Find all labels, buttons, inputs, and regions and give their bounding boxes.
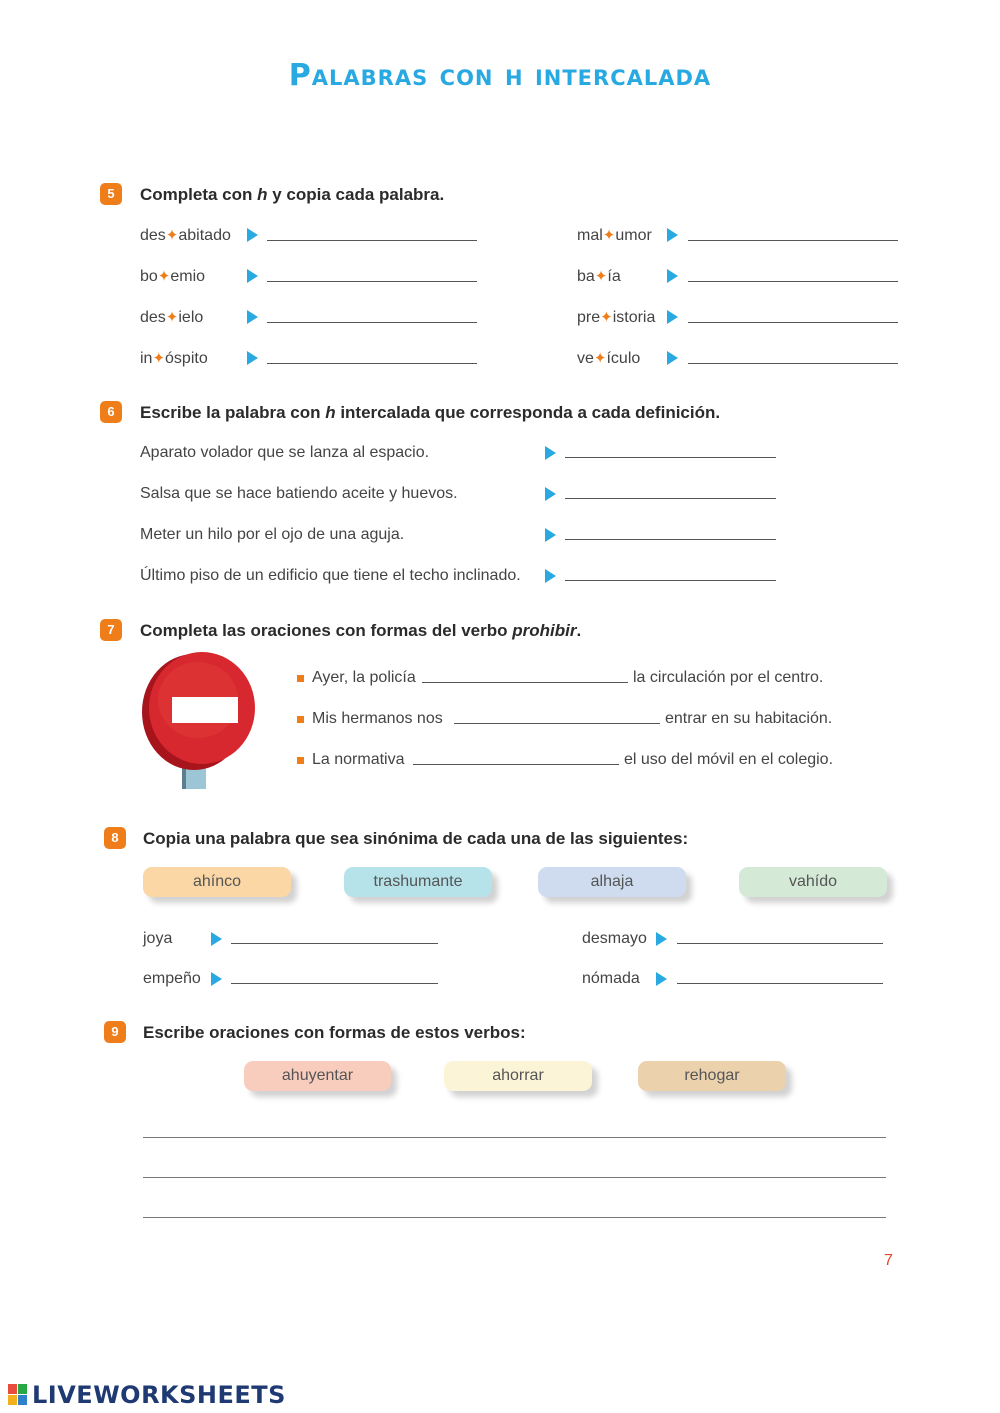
- bullet-icon: [297, 716, 304, 723]
- arrow-icon: [656, 932, 667, 946]
- arrow-icon: [247, 310, 258, 324]
- no-entry-sign-icon: [138, 650, 262, 792]
- ex5-answer-line-5[interactable]: [688, 240, 898, 241]
- ex9-verb-pill-1: ahuyentar: [244, 1061, 391, 1091]
- exercise-6-heading: [140, 403, 720, 423]
- ex7-sentence-1-after: la circulación por el centro.: [633, 669, 824, 686]
- arrow-icon: [667, 228, 678, 242]
- ex7-sentence-3-after: el uso del móvil en el colegio.: [624, 751, 834, 768]
- ex5-answer-line-7[interactable]: [688, 322, 898, 323]
- ex5-word-4: in✦óspito: [140, 350, 208, 367]
- ex9-writing-line-1[interactable]: [143, 1137, 886, 1138]
- footer-brand[interactable]: LIVEWORKSHEETS: [32, 1381, 286, 1409]
- exercise-9-badge: 9: [104, 1021, 126, 1043]
- ex8-synonym-word-1: joya: [143, 930, 173, 947]
- exercise-8-badge: 8: [104, 827, 126, 849]
- exercise-5-badge: 5: [100, 183, 122, 205]
- ex6-answer-line-3[interactable]: [565, 539, 776, 540]
- ex5-word-7: pre✦istoria: [577, 309, 656, 326]
- ex5-word-1: des✦abitado: [140, 227, 231, 244]
- ex7-answer-line-1[interactable]: [422, 682, 628, 683]
- star-icon: ✦: [157, 268, 171, 285]
- exercise-5-heading-post: y copia cada palabra.: [267, 185, 445, 204]
- ex9-writing-line-2[interactable]: [143, 1177, 886, 1178]
- ex6-definition-1: Aparato volador que se lanza al espacio.: [140, 444, 430, 461]
- ex6-answer-line-1[interactable]: [565, 457, 776, 458]
- ex7-sentence-2-after: entrar en su habitación.: [665, 710, 833, 727]
- arrow-icon: [545, 569, 556, 583]
- ex6-answer-line-2[interactable]: [565, 498, 776, 499]
- star-icon: ✦: [594, 268, 608, 285]
- ex8-answer-line-3[interactable]: [677, 943, 883, 944]
- ex9-verb-pill-3: rehogar: [638, 1061, 786, 1091]
- arrow-icon: [211, 972, 222, 986]
- ex5-word-6: ba✦ía: [577, 268, 621, 285]
- star-icon: ✦: [152, 350, 166, 367]
- liveworksheets-logo-icon: [8, 1384, 28, 1406]
- exercise-6-heading-pre: Escribe la palabra con: [140, 403, 326, 422]
- ex5-answer-line-6[interactable]: [688, 281, 898, 282]
- ex5-answer-line-4[interactable]: [267, 363, 477, 364]
- ex7-sentence-1-before: Ayer, la policía: [312, 669, 416, 686]
- exercise-7-badge: 7: [100, 619, 122, 641]
- ex8-answer-line-1[interactable]: [231, 943, 438, 944]
- arrow-icon: [667, 269, 678, 283]
- ex5-answer-line-1[interactable]: [267, 240, 477, 241]
- bullet-icon: [297, 675, 304, 682]
- arrow-icon: [545, 487, 556, 501]
- exercise-5-heading-pre: Completa con: [140, 185, 258, 204]
- ex9-writing-line-3[interactable]: [143, 1217, 886, 1218]
- star-icon: ✦: [165, 309, 179, 326]
- ex5-word-5: mal✦umor: [577, 227, 652, 244]
- ex8-answer-line-2[interactable]: [231, 983, 438, 984]
- ex8-word-pill-3: alhaja: [538, 867, 686, 897]
- ex5-word-2: bo✦emio: [140, 268, 206, 285]
- page-title: Palabras con h intercalada: [288, 58, 712, 93]
- star-icon: ✦: [593, 350, 607, 367]
- ex5-answer-line-3[interactable]: [267, 322, 477, 323]
- ex8-synonym-word-4: nómada: [582, 970, 640, 987]
- page-number: 7: [884, 1252, 893, 1269]
- arrow-icon: [247, 228, 258, 242]
- exercise-7-heading-em: prohibir: [512, 621, 577, 640]
- ex6-definition-2: Salsa que se hace batiendo aceite y huevos.: [140, 485, 458, 502]
- exercise-5-heading-em: h: [257, 185, 268, 204]
- arrow-icon: [247, 269, 258, 283]
- ex8-word-pill-1: ahínco: [143, 867, 291, 897]
- ex8-word-pill-4: vahído: [739, 867, 887, 897]
- ex8-answer-line-4[interactable]: [677, 983, 883, 984]
- exercise-6-heading-post: intercalada que corresponda a cada definición.: [335, 403, 721, 422]
- arrow-icon: [667, 310, 678, 324]
- exercise-7-heading-pre: Completa las oraciones con formas del verbo: [140, 621, 513, 640]
- ex5-answer-line-8[interactable]: [688, 363, 898, 364]
- ex9-verb-pill-2: ahorrar: [444, 1061, 592, 1091]
- exercise-5-heading: [140, 185, 444, 205]
- ex7-answer-line-3[interactable]: [413, 764, 619, 765]
- arrow-icon: [656, 972, 667, 986]
- star-icon: ✦: [600, 309, 613, 326]
- exercise-9-heading: Escribe oraciones con formas de estos verbos:: [143, 1023, 526, 1042]
- ex7-sentence-3-before: La normativa: [312, 751, 405, 768]
- ex6-definition-4: Último piso de un edificio que tiene el techo inclinado.: [140, 567, 521, 584]
- exercise-8-heading: Copia una palabra que sea sinónima de cada una de las siguientes:: [143, 829, 689, 848]
- ex7-answer-line-2[interactable]: [454, 723, 660, 724]
- exercise-7-heading: [140, 621, 581, 641]
- exercise-6-badge: 6: [100, 401, 122, 423]
- ex8-word-pill-2: trashumante: [344, 867, 492, 897]
- exercise-6-heading-em: h: [325, 403, 336, 422]
- ex7-sentence-2-before: Mis hermanos nos: [312, 710, 443, 727]
- star-icon: ✦: [165, 227, 179, 244]
- ex8-synonym-word-2: empeño: [143, 970, 201, 987]
- ex5-answer-line-2[interactable]: [267, 281, 477, 282]
- ex5-word-8: ve✦ículo: [577, 350, 641, 367]
- arrow-icon: [211, 932, 222, 946]
- ex8-synonym-word-3: desmayo: [582, 930, 647, 947]
- arrow-icon: [247, 351, 258, 365]
- ex6-definition-3: Meter un hilo por el ojo de una aguja.: [140, 526, 405, 543]
- exercise-7-heading-post: .: [576, 621, 582, 640]
- arrow-icon: [667, 351, 678, 365]
- bullet-icon: [297, 757, 304, 764]
- arrow-icon: [545, 446, 556, 460]
- arrow-icon: [545, 528, 556, 542]
- ex5-word-3: des✦ielo: [140, 309, 204, 326]
- star-icon: ✦: [602, 227, 616, 244]
- ex6-answer-line-4[interactable]: [565, 580, 776, 581]
